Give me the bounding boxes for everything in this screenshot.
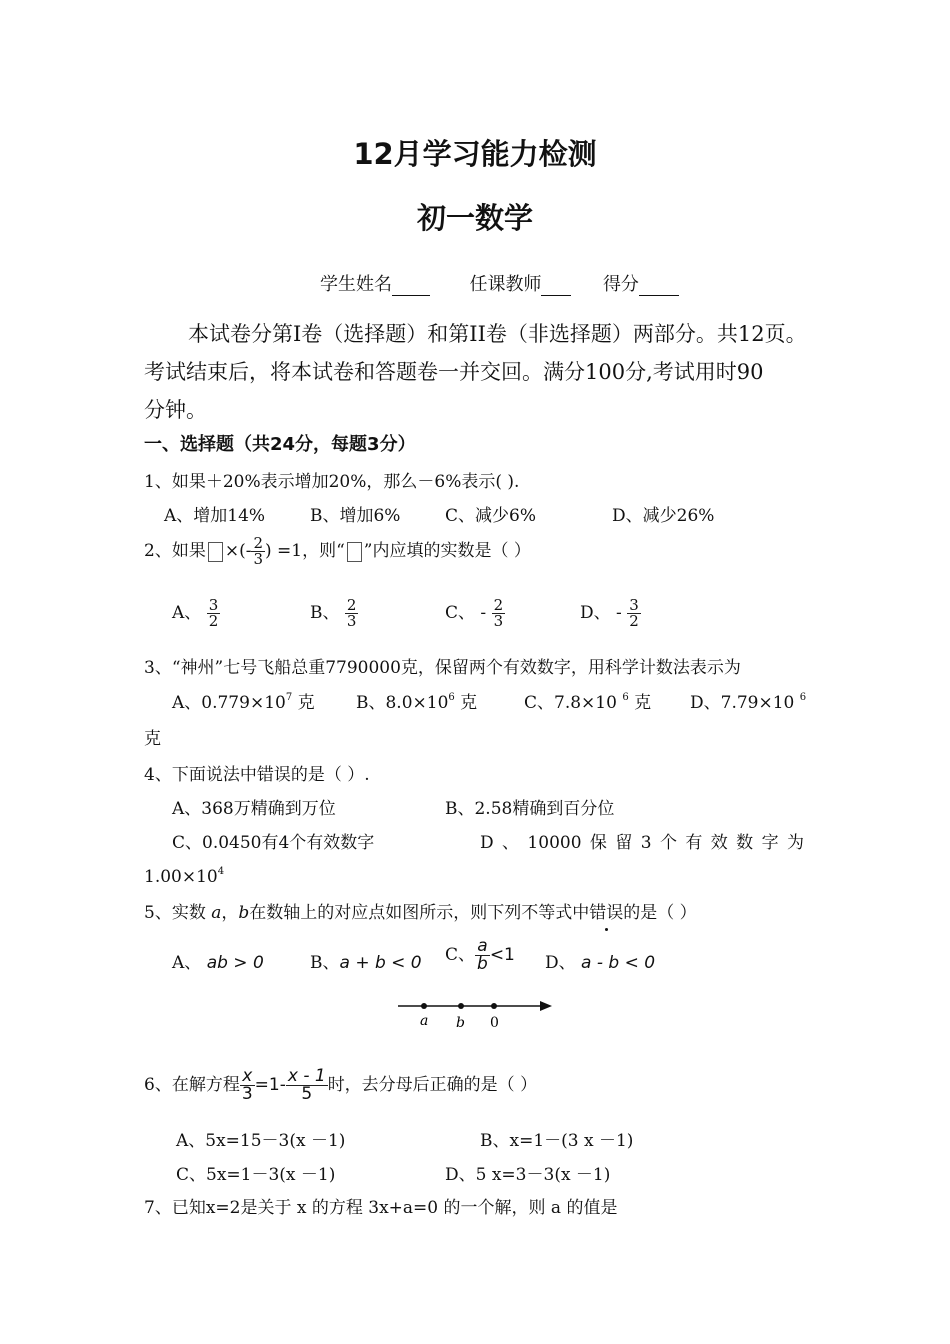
name-label: 学生姓名 [320, 274, 392, 295]
label-b: b [456, 1015, 465, 1031]
q5-opt-label: A、 [172, 953, 202, 973]
q4-stem: 4、下面说法中错误的是（ ）. [144, 765, 370, 785]
q2-opt-num: 2 [346, 596, 357, 614]
label-a: a [420, 1013, 429, 1029]
q3-opt-label: B、8.0×10 [356, 693, 449, 713]
q5-opt-den: b [477, 954, 488, 974]
q2-opt-label: C、 [445, 603, 476, 623]
teacher-label: 任课教师 [469, 274, 542, 295]
q4-option-b: B、2.58精确到百分位 [445, 799, 615, 819]
q5-end: 的是（ ） [623, 903, 697, 923]
q6-f1-num: x [242, 1066, 253, 1086]
q5-option-d [545, 948, 655, 973]
q2-opt-label: A、 [172, 603, 202, 623]
q2-opt-num: 3 [629, 596, 639, 614]
q5-opt-label: D、 [545, 953, 576, 973]
q2-fraction [251, 536, 265, 567]
q5-opt-num: a [477, 936, 488, 956]
q3-opt-exp: 6 [799, 692, 807, 703]
q6-option-a: A、5x=15－3(x －1) [176, 1131, 346, 1151]
q2-opt-den: 3 [346, 612, 357, 630]
q5-opt-expr: ab > 0 [206, 953, 264, 973]
q5-opt-expr: a + b < 0 [339, 953, 422, 973]
q6-f2-num: x - 1 [287, 1066, 326, 1086]
q2-opt-label: B、 [310, 603, 340, 623]
q3-opt-unit: 克 [454, 693, 478, 713]
q3-tail: 克 [144, 729, 161, 749]
q2-mid: ×(- [224, 541, 252, 561]
intro-line-2: 考试结束后，将本试卷和答题卷一并交回。满分100分,考试用时90 [144, 360, 764, 384]
q3-opt-label: D、7.79×10 [690, 693, 800, 713]
student-info-line [320, 270, 679, 296]
q2-opt-fraction [207, 598, 221, 629]
q2-end: ”内应填的实数是（ ） [363, 541, 531, 561]
q3-opt-exp: 6 [448, 692, 455, 703]
q1-stem: 1、如果＋20%表示增加20%，那么－6%表示( ). [144, 472, 520, 492]
q3-opt-label: C、7.8×10 [524, 693, 623, 713]
q6-option-b: B、x=1－(3 x －1) [480, 1131, 634, 1151]
q2-opt-sign: - [480, 603, 487, 623]
q1-option-a: A、增加14% [164, 506, 266, 526]
q5-opt-label: C、 [445, 945, 476, 965]
q6-stem [144, 1068, 537, 1103]
number-line-diagram [390, 990, 570, 1036]
q4-option-a: A、368万精确到万位 [172, 799, 336, 819]
q3-option-c [524, 688, 651, 713]
q6-f1-den: 3 [241, 1084, 253, 1104]
point-zero [491, 1003, 497, 1009]
q2-opt-fraction [627, 598, 641, 629]
q2-opt-sign: - [616, 603, 622, 623]
q2-option-a [172, 598, 220, 629]
q5-stem [144, 898, 697, 923]
q6-option-d: D、5 x=3－3(x －1) [445, 1165, 611, 1185]
q3-option-d [690, 688, 806, 713]
q2-opt-den: 3 [493, 612, 504, 630]
label-zero: 0 [490, 1015, 499, 1031]
q3-option-a [172, 688, 315, 713]
q5-option-b [310, 948, 422, 973]
q6-eq: =1- [254, 1075, 286, 1095]
q2-stem [144, 536, 531, 567]
q5-opt-fraction [475, 938, 490, 973]
q2-opt-den: 2 [629, 612, 639, 630]
blank-box-icon [208, 542, 223, 562]
q5-emph: 错误 [589, 903, 624, 923]
point-b [458, 1003, 464, 1009]
q2-option-b [310, 598, 358, 629]
q7-stem: 7、已知x=2是关于 x 的方程 3x+a=0 的一个解，则 a 的值是 [144, 1198, 618, 1218]
score-label: 得分 [602, 274, 639, 295]
q2-prefix: 2、如果 [144, 541, 206, 561]
q5-mid: 在数轴上的对应点如图所示，则下列不等式中 [249, 903, 590, 923]
point-a [421, 1003, 427, 1009]
q3-option-b [356, 688, 477, 713]
q4-option-c: C、0.0450有4个有效数字 [172, 833, 375, 853]
q2-after: ) =1，则“ [265, 541, 345, 561]
teacher-field[interactable] [541, 277, 571, 296]
q5-var-b: b [238, 903, 250, 923]
q5-opt-expr: a - b < 0 [581, 953, 656, 973]
q5-opt-rest: <1 [489, 945, 515, 965]
q2-opt-num: 3 [208, 596, 219, 614]
q3-opt-unit: 克 [628, 693, 652, 713]
q5-pre: 5、实数 [144, 903, 206, 923]
q2-opt-label: D、 [580, 603, 611, 623]
q5-opt-label: B、 [310, 953, 340, 973]
section-heading: 一、选择题（共24分，每题3分） [144, 434, 416, 455]
q2-opt-fraction [345, 598, 359, 629]
q2-option-c [445, 598, 505, 629]
q2-opt-fraction [492, 598, 506, 629]
axis-arrow-icon [540, 1001, 552, 1011]
q6-fraction-2 [286, 1068, 328, 1103]
q6-f2-den: 5 [286, 1085, 328, 1103]
q6-suffix: 时，去分母后正确的是（ ） [327, 1075, 538, 1095]
q6-option-c: C、5x=1－3(x －1) [176, 1165, 336, 1185]
q3-opt-exp: 7 [285, 692, 293, 703]
q4-option-d-tail [144, 866, 224, 887]
q4-tail-exp: 4 [217, 866, 225, 877]
q2-frac-num: 2 [253, 534, 263, 552]
q3-stem: 3、“神州”七号飞船总重7790000克，保留两个有效数字，用科学计数法表示为 [144, 658, 741, 678]
name-field[interactable] [392, 277, 430, 296]
intro-line-1: 本试卷分第I卷（选择题）和第II卷（非选择题）两部分。共12页。 [188, 322, 807, 346]
page-title: 12月学习能力检测 [353, 137, 597, 171]
q5-comma: ， [221, 903, 239, 923]
score-field[interactable] [639, 277, 679, 296]
blank-box-icon [347, 542, 362, 562]
q3-opt-unit: 克 [292, 693, 315, 713]
q1-option-c: C、减少6% [445, 506, 536, 526]
q5-var-a: a [211, 903, 222, 923]
q1-option-d: D、减少26% [612, 506, 715, 526]
q2-option-d [580, 598, 641, 629]
q5-option-c [445, 938, 515, 973]
q6-prefix: 6、在解方程 [144, 1075, 240, 1095]
q4-option-d: D 、 10000 保 留 3 个 有 效 数 字 为 [480, 833, 804, 853]
q2-opt-num: 2 [493, 596, 504, 614]
q1-option-b: B、增加6% [310, 506, 401, 526]
q2-opt-den: 2 [208, 612, 219, 630]
q3-opt-exp: 6 [622, 692, 629, 703]
page-subtitle: 初一数学 [416, 201, 533, 235]
intro-line-3: 分钟。 [144, 398, 207, 422]
q5-option-a [172, 948, 264, 973]
q3-opt-label: A、0.779×10 [172, 693, 286, 713]
q2-frac-den: 3 [253, 550, 263, 568]
q4-tail-base: 1.00×10 [144, 867, 218, 887]
q6-fraction-1 [240, 1068, 255, 1103]
